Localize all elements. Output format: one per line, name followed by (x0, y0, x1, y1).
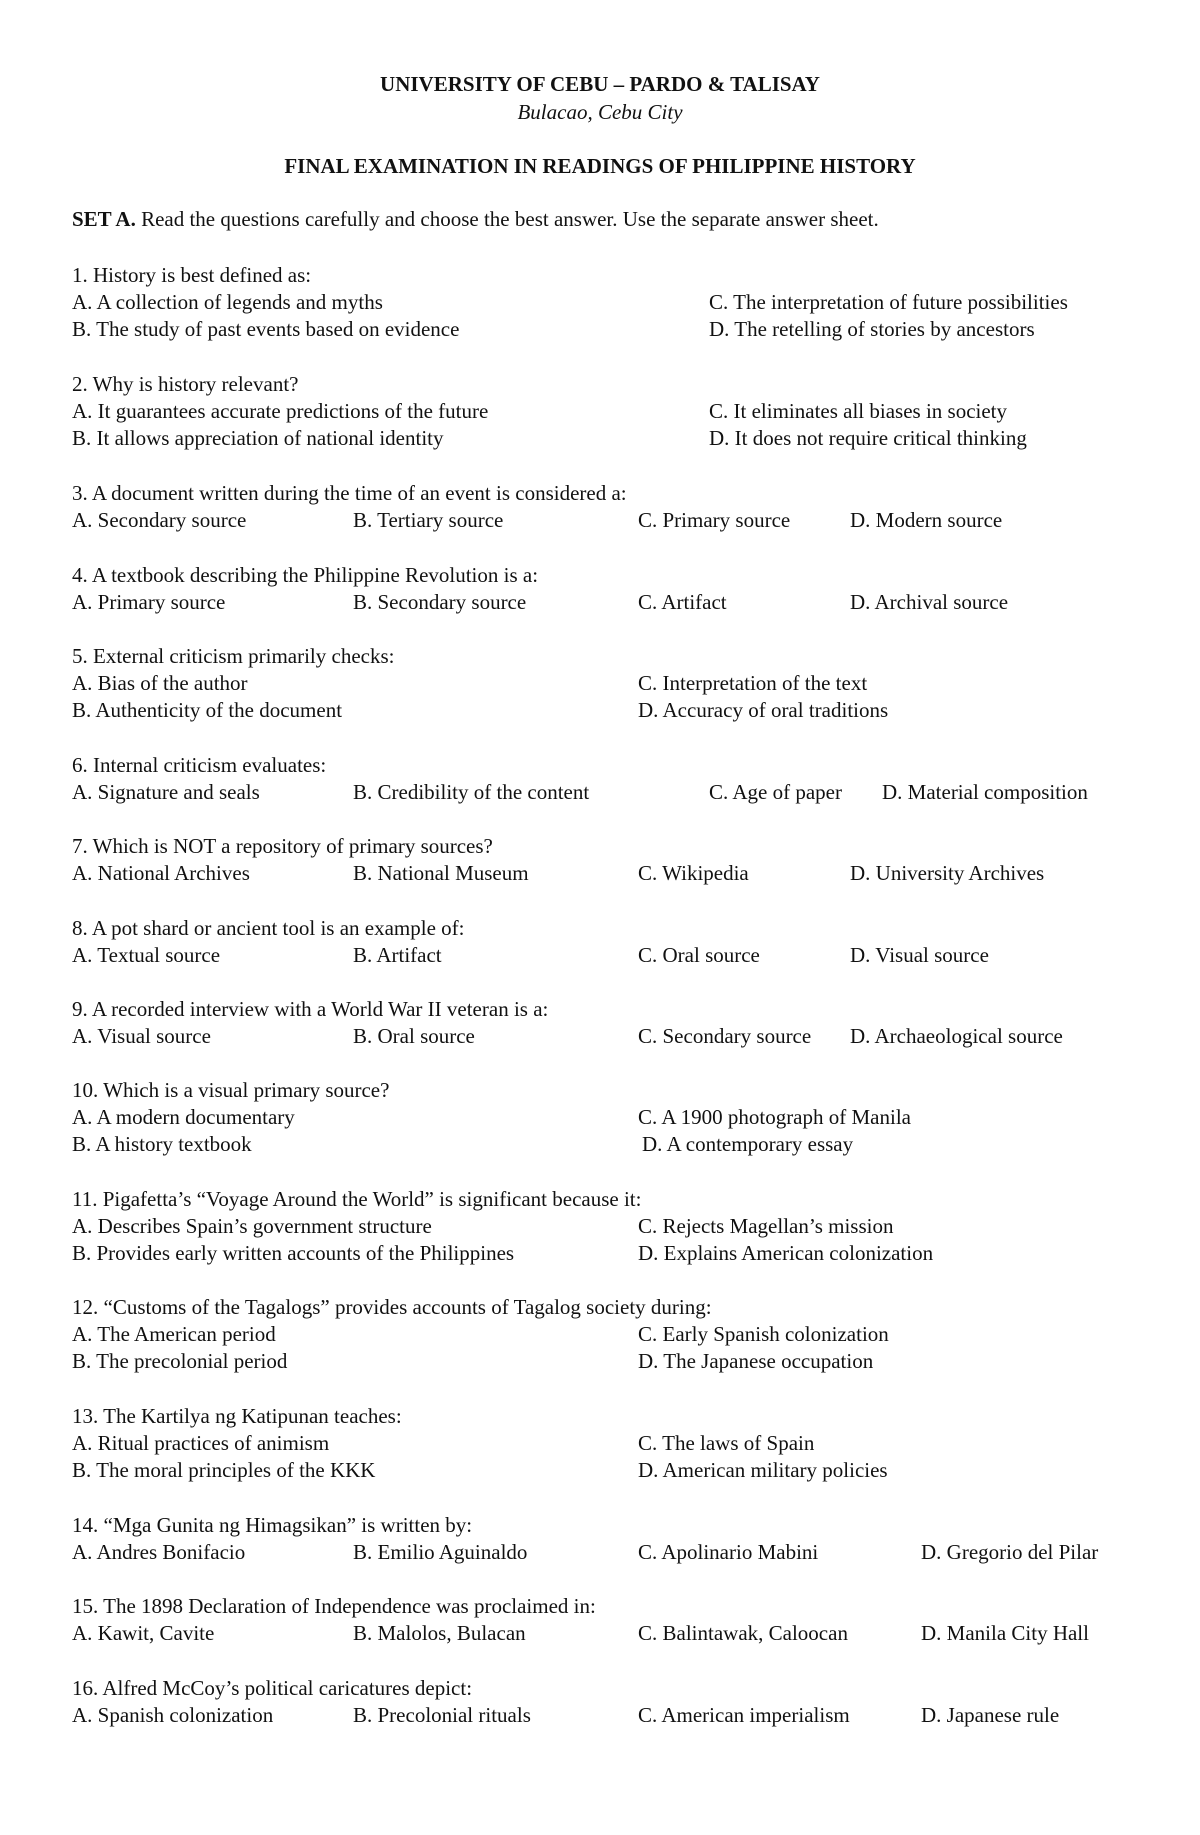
question-text: 9. A recorded interview with a World War II veteran is a: (72, 997, 549, 1021)
option-c: C. Age of paper (709, 780, 842, 804)
option-a: A. Secondary source (72, 508, 247, 532)
question-text: 3. A document written during the time of an event is considered a: (72, 481, 627, 505)
option-a: A. Primary source (72, 590, 226, 614)
option-c: C. Rejects Magellan’s mission (638, 1214, 894, 1238)
option-d: D. It does not require critical thinking (709, 426, 1027, 450)
university-name: UNIVERSITY OF CEBU – PARDO & TALISAY (380, 72, 820, 96)
option-a: A. A modern documentary (72, 1105, 295, 1129)
option-d: D. Archaeological source (850, 1024, 1063, 1048)
option-a: A. Visual source (72, 1024, 211, 1048)
option-a: A. The American period (72, 1322, 276, 1346)
question-text: 15. The 1898 Declaration of Independence was proclaimed in: (72, 1594, 596, 1618)
option-b: B. Artifact (353, 943, 442, 967)
instructions (72, 207, 879, 232)
question-text: 5. External criticism primarily checks: (72, 644, 395, 668)
option-c: C. It eliminates all biases in society (709, 399, 1008, 423)
option-a: A. Ritual practices of animism (72, 1431, 330, 1455)
question-text: 13. The Kartilya ng Katipunan teaches: (72, 1404, 402, 1428)
option-a: A. Kawit, Cavite (72, 1621, 215, 1645)
question-text: 1. History is best defined as: (72, 263, 312, 287)
option-a: A. Textual source (72, 943, 221, 967)
question-text: 16. Alfred McCoy’s political caricatures depict: (72, 1676, 473, 1700)
option-d: D. Modern source (850, 508, 1003, 532)
option-d: D. Manila City Hall (921, 1621, 1089, 1645)
option-b: B. The study of past events based on evidence (72, 317, 460, 341)
option-c: C. A 1900 photograph of Manila (638, 1105, 911, 1129)
option-b: B. The precolonial period (72, 1349, 288, 1373)
option-d: D. University Archives (850, 861, 1045, 885)
option-a: A. It guarantees accurate predictions of the future (72, 399, 489, 423)
question-text: 14. “Mga Gunita ng Himagsikan” is written by: (72, 1513, 473, 1537)
question-text: 11. Pigafetta’s “Voyage Around the World” is significant because it: (72, 1187, 642, 1211)
option-d: D. The retelling of stories by ancestors (709, 317, 1035, 341)
exam-title: FINAL EXAMINATION IN READINGS OF PHILIPPINE HISTORY (284, 154, 916, 178)
question-text: 4. A textbook describing the Philippine Revolution is a: (72, 563, 539, 587)
option-b: B. A history textbook (72, 1132, 252, 1156)
option-d: D. The Japanese occupation (638, 1349, 874, 1373)
question-text: 2. Why is history relevant? (72, 372, 299, 396)
option-c: C. Primary source (638, 508, 791, 532)
option-d: D. Accuracy of oral traditions (638, 698, 889, 722)
option-d: D. Material composition (882, 780, 1088, 804)
option-a: A. Describes Spain’s government structure (72, 1214, 432, 1238)
option-c: C. Interpretation of the text (638, 671, 868, 695)
university-location: Bulacao, Cebu City (517, 100, 683, 124)
option-b: B. Tertiary source (353, 508, 504, 532)
option-c: C. The interpretation of future possibilities (709, 290, 1068, 314)
option-b: B. Secondary source (353, 590, 527, 614)
option-c: C. Artifact (638, 590, 727, 614)
question-text: 7. Which is NOT a repository of primary sources? (72, 834, 493, 858)
option-d: D. Gregorio del Pilar (921, 1540, 1099, 1564)
option-c: C. The laws of Spain (638, 1431, 815, 1455)
question-text: 12. “Customs of the Tagalogs” provides accounts of Tagalog society during: (72, 1295, 712, 1319)
option-c: C. Secondary source (638, 1024, 812, 1048)
option-b: B. It allows appreciation of national identity (72, 426, 444, 450)
option-b: B. Provides early written accounts of the Philippines (72, 1241, 515, 1265)
option-b: B. Emilio Aguinaldo (353, 1540, 528, 1564)
option-b: B. Oral source (353, 1024, 475, 1048)
option-b: B. Malolos, Bulacan (353, 1621, 526, 1645)
set-label: SET A. (72, 207, 136, 231)
option-a: A. A collection of legends and myths (72, 290, 383, 314)
option-b: B. Precolonial rituals (353, 1703, 531, 1727)
question-text: 8. A pot shard or ancient tool is an example of: (72, 916, 465, 940)
option-a: A. Signature and seals (72, 780, 260, 804)
question-text: 6. Internal criticism evaluates: (72, 753, 327, 777)
option-c: C. Oral source (638, 943, 760, 967)
option-c: C. Wikipedia (638, 861, 749, 885)
option-c: C. Apolinario Mabini (638, 1540, 819, 1564)
option-d: D. American military policies (638, 1458, 888, 1482)
option-a: A. Bias of the author (72, 671, 248, 695)
option-d: D. Explains American colonization (638, 1241, 934, 1265)
option-a: A. Spanish colonization (72, 1703, 274, 1727)
option-c: C. Balintawak, Caloocan (638, 1621, 848, 1645)
option-d: D. A contemporary essay (642, 1132, 854, 1156)
option-d: D. Visual source (850, 943, 989, 967)
option-b: B. National Museum (353, 861, 529, 885)
instructions-text: Read the questions carefully and choose the best answer. Use the separate answer sheet. (135, 207, 879, 231)
option-a: A. National Archives (72, 861, 250, 885)
option-c: C. Early Spanish colonization (638, 1322, 889, 1346)
option-a: A. Andres Bonifacio (72, 1540, 246, 1564)
option-b: B. Authenticity of the document (72, 698, 343, 722)
option-b: B. The moral principles of the KKK (72, 1458, 376, 1482)
option-c: C. American imperialism (638, 1703, 850, 1727)
option-d: D. Japanese rule (921, 1703, 1060, 1727)
option-b: B. Credibility of the content (353, 780, 590, 804)
question-text: 10. Which is a visual primary source? (72, 1078, 390, 1102)
option-d: D. Archival source (850, 590, 1009, 614)
